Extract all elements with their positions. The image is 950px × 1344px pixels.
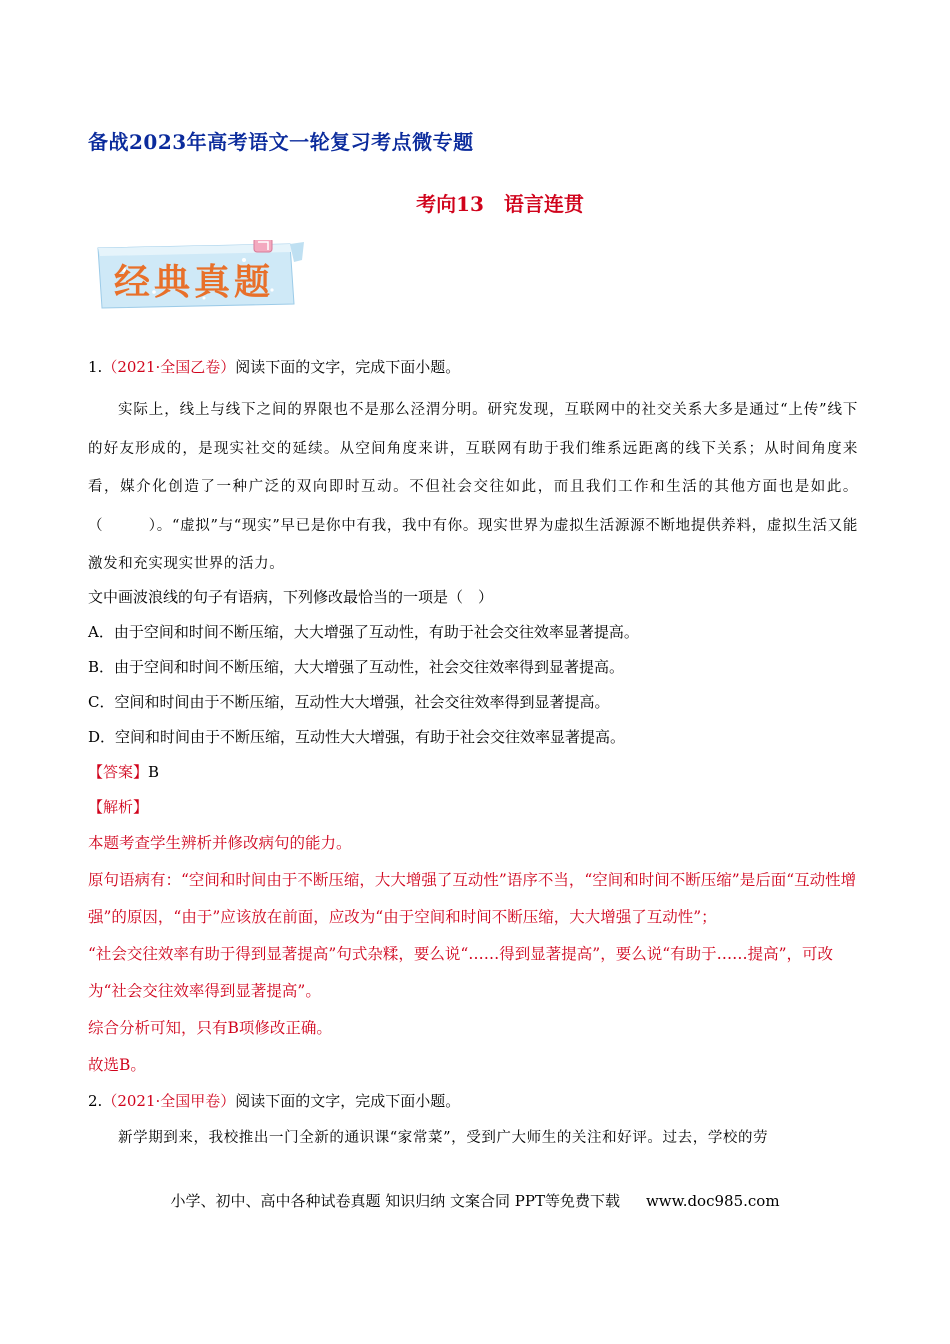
document-content [88,350,858,1157]
option-a: A．由于空间和时间不断压缩，大大增强了互动性，有助于社会交往效率显著提高。 [88,622,639,641]
page-footer [0,1190,950,1211]
series-title: 备战2023年高考语文一轮复习考点微专题 [88,130,474,154]
option-b: B．由于空间和时间不断压缩，大大增强了互动性，社会交往效率得到显著提高。 [88,657,625,676]
answer-label: 【答案】 [88,762,149,781]
analysis-paragraph: “社会交往效率有助于得到显著提高”句式杂糅，要么说“……得到显著提高”，要么说“有助于……提高”，可改为“社会交往效率得到显著提高”。 [88,944,834,1000]
answer-value: B [148,762,160,781]
badge-label: 经典真题 [113,262,274,303]
classic-questions-badge [94,240,308,312]
topic-number: 考向13 [416,192,484,216]
answer-line [88,755,858,790]
option-c: C．空间和时间由于不断压缩，互动性大大增强，社会交往效率得到显著提高。 [88,692,610,711]
analysis-paragraph: 本题考查学生辨析并修改病句的能力。 [88,833,352,852]
question-source: （2021·全国乙卷） [102,358,236,376]
question-source: （2021·全国甲卷） [102,1091,236,1110]
question-number: 2. [88,1091,103,1110]
question-1-passage: 实际上，线上与线下之间的界限也不是那么泾渭分明。研究发现，互联网中的社交关系大多是通过“上传”线下的好友形成的，是现实社交的延续。从空间角度来讲，互联网有助于我们维系远距离的线下关系；从时间角度来看，媒介化创造了一种广泛的双向即时互动。不但社会交往如此，而且我们工作和生活的其他方面也是如此。（ ）。“虚拟”与“现实”早已是你中有我，我中有你。现实世界为虚拟生活源源不断地提供养料，虚拟生活又能激发和充实现实世界的活力。 [88,402,858,572]
analysis-label: 【解析】 [88,797,149,816]
analysis-paragraph: 原句语病有：“空间和时间由于不断压缩，大大增强了互动性”语序不当，“空间和时间不断压缩”是后面“互动性增强”的原因，“由于”应该放在前面，应改为“由于空间和时间不断压缩，大大增强了互动性”； [88,870,857,926]
question-1-header [88,350,858,385]
analysis-paragraph: 故选B。 [88,1055,146,1074]
analysis-body [88,825,858,1084]
footer-text: 小学、初中、高中各种试卷真题 知识归纳 文案合同 PPT等免费下载 [170,1192,620,1210]
question-2-header [88,1084,858,1119]
question-prompt: 阅读下面的文字，完成下面小题。 [235,358,461,376]
question-prompt: 阅读下面的文字，完成下面小题。 [235,1091,461,1110]
question-2-passage: 新学期到来，我校推出一门全新的通识课“家常菜”，受到广大师生的关注和好评。过去，学校的劳 [118,1129,769,1146]
question-number: 1. [88,358,103,376]
topic-name: 语言连贯 [503,192,584,216]
footer-site-link[interactable]: www.doc985.com [645,1192,780,1210]
option-d: D．空间和时间由于不断压缩，互动性大大增强，有助于社会交往效率显著提高。 [88,727,626,746]
topic-title [0,188,950,217]
question-1-stem: 文中画波浪线的句子有语病，下列修改最恰当的一项是（ ） [88,587,494,606]
paper-clip-icon [254,240,272,252]
analysis-paragraph: 综合分析可知，只有B项修改正确。 [88,1018,332,1037]
